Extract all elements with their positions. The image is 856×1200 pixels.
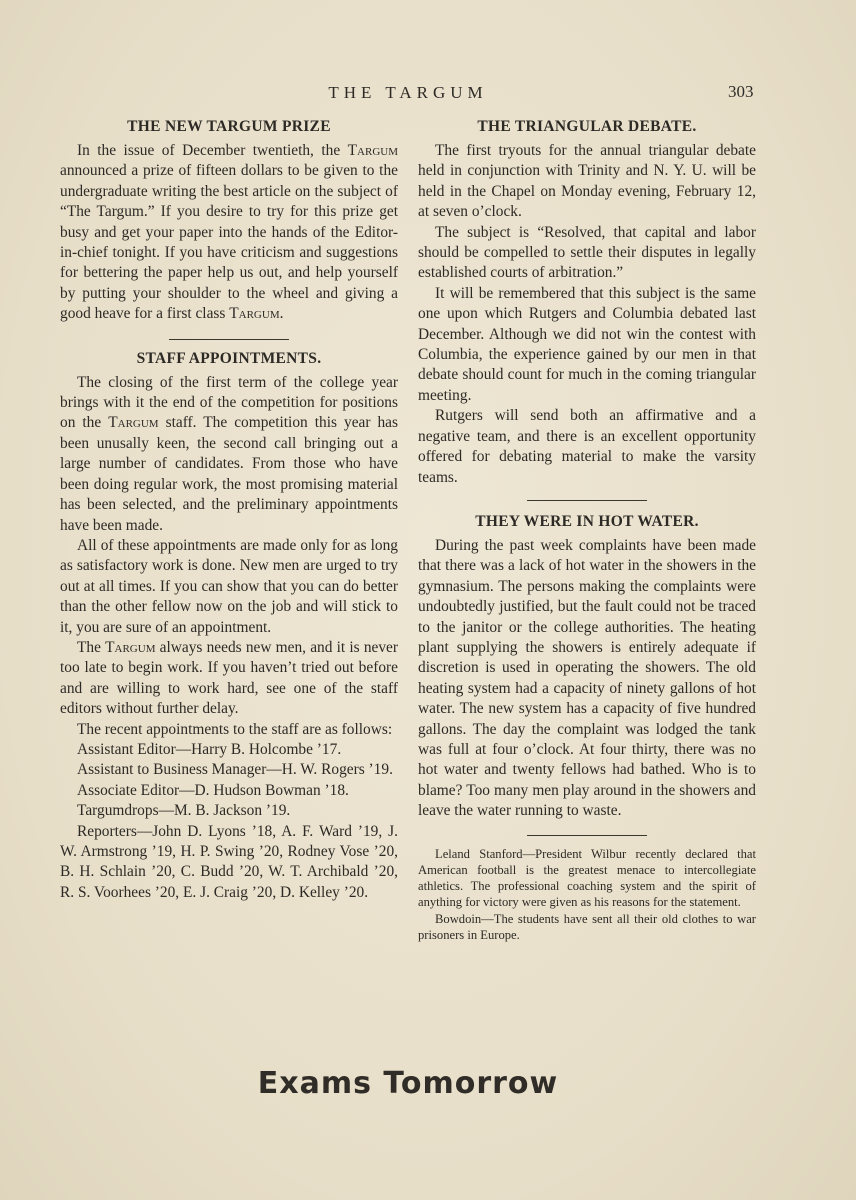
left-column — [60, 118, 398, 903]
staff-text-c: The — [77, 638, 106, 656]
debate-paragraph-3: It will be remembered that this subject is the same one upon which Rutgers and Columbia debated last December. Although we did not win the contest with Columbia, the experience gained by our men in that debate should count for much in the coming triangular meeting. — [418, 284, 756, 404]
targum-name: Targum — [229, 305, 280, 323]
debate-paragraph-4: Rutgers will send both an affirmative and a negative team, and there is an excellent opportunity offered for debating material to make the varsity teams. — [418, 407, 756, 486]
appointment-item: Targumdrops—M. B. Jackson ’19. — [77, 802, 291, 820]
prize-text-b: announced a prize of fifteen dollars to be given to the undergraduate writing the best article on the subject of “The Targum.” If you desire to try for this prize get busy and get your paper into the hands of the Editor-in-chief tonight. If you have criticism and suggestions for bettering the paper help us out, and help yourself by putting your shoulder to the wheel and giving a good heave for a first class — [60, 162, 398, 323]
appointment-item: Associate Editor—D. Hudson Bowman ’18. — [77, 781, 349, 799]
appointment-item: Assistant Editor—Harry B. Holcombe ’17. — [77, 740, 342, 758]
hot-water-paragraph: During the past week complaints have been made that there was a lack of hot water in the showers in the gymnasium. The persons making the complaints were undoubtedly justified, but the fault could not be traced to the janitor or the college authorities. The heating plant supplying the showers is entirely adequate if discretion is used in operating the showers. The old heating system had a capacity of ninety gallons of hot water. The new system has a capacity of five hundred gallons. The day the complaint was lodged the tank was full at four o’clock. At four thirty, there was no hot water and twenty fellows had bathed. Who is to blame? Too many men play around in the showers and leave the water running to waste. — [418, 536, 756, 820]
exams-banner: Exams Tomorrow — [257, 1066, 559, 1101]
appointment-item: Assistant to Business Manager—H. W. Rogers ’19. — [77, 761, 393, 779]
page-number: 303 — [728, 82, 754, 101]
staff-text-b: staff. The competition this year has been unusally keen, the second call bringing out a large number of candidates. From those who have been doing regular work, the most promising material has been selected, and the preliminary appointments have been made. — [60, 414, 399, 534]
note-bowdoin: Bowdoin—The students have sent all their old clothes to war prisoners in Europe. — [418, 911, 756, 943]
running-title: THE TARGUM — [328, 83, 488, 102]
debate-article — [418, 118, 756, 488]
staff-article — [60, 350, 398, 904]
prize-text-a: In the issue of December twentieth, the — [77, 142, 348, 159]
staff-paragraph-2: All of these appointments are made only for as long as satisfactory work is done. New men are urged to try out at all times. If you can show that you can do better than the other fellow now on the job and will stick to it, you are sure of an appointment. — [60, 536, 398, 636]
debate-paragraph-1: The first tryouts for the annual triangular debate held in conjunction with Trinity and N. Y. U. will be held in the Chapel on Monday evening, February 12, at seven o’clock. — [418, 142, 756, 221]
debate-heading: THE TRIANGULAR DEBATE. — [477, 118, 697, 135]
section-divider — [527, 500, 647, 501]
section-divider — [527, 835, 647, 836]
note-stanford: Leland Stanford—President Wilbur recently declared that American football is the greatest menace to intercollegiate athletics. The professional coaching system and the spirit of anything for victory were given as his reasons for the statement. — [418, 846, 756, 910]
prize-article — [60, 118, 398, 325]
prize-paragraph — [60, 141, 398, 325]
appointment-item: Reporters—John D. Lyons ’18, A. F. Ward ’19, J. W. Armstrong ’19, H. P. Swing ’20, Rodney Vose ’20, B. H. Schlain ’20, C. Budd ’20, W. T. Archibald ’20, R. S. Voorhees ’20, E. J. Craig ’20, D. Kelley ’20. — [60, 822, 398, 901]
targum-name: Targum — [347, 142, 398, 159]
staff-paragraph-4: The recent appointments to the staff are as follows: — [77, 720, 393, 738]
hot-water-article — [418, 513, 756, 822]
staff-text-a: The closing of the first term of the college year brings with it the end of the competition for positions on the — [60, 373, 398, 432]
right-column — [418, 118, 756, 943]
staff-paragraph-1 — [60, 373, 398, 536]
targum-name: Targum — [105, 638, 156, 656]
debate-paragraph-2: The subject is “Resolved, that capital and labor should be compelled to settle their disputes in legally established courts of arbitration.” — [418, 223, 756, 282]
prize-text-c: . — [279, 305, 284, 323]
college-notes — [418, 846, 756, 944]
section-divider — [169, 339, 289, 340]
prize-heading: THE NEW TARGUM PRIZE — [127, 118, 331, 135]
staff-heading: STAFF APPOINTMENTS. — [136, 349, 322, 367]
targum-name: Targum — [108, 414, 159, 432]
staff-text-d: always needs new men, and it is never too late to begin work. If you haven’t tried out before and are willing to work hard, see one of the staff editors without further delay. — [60, 638, 398, 718]
hot-water-heading: THEY WERE IN HOT WATER. — [475, 512, 699, 530]
staff-paragraph-3 — [60, 638, 398, 720]
